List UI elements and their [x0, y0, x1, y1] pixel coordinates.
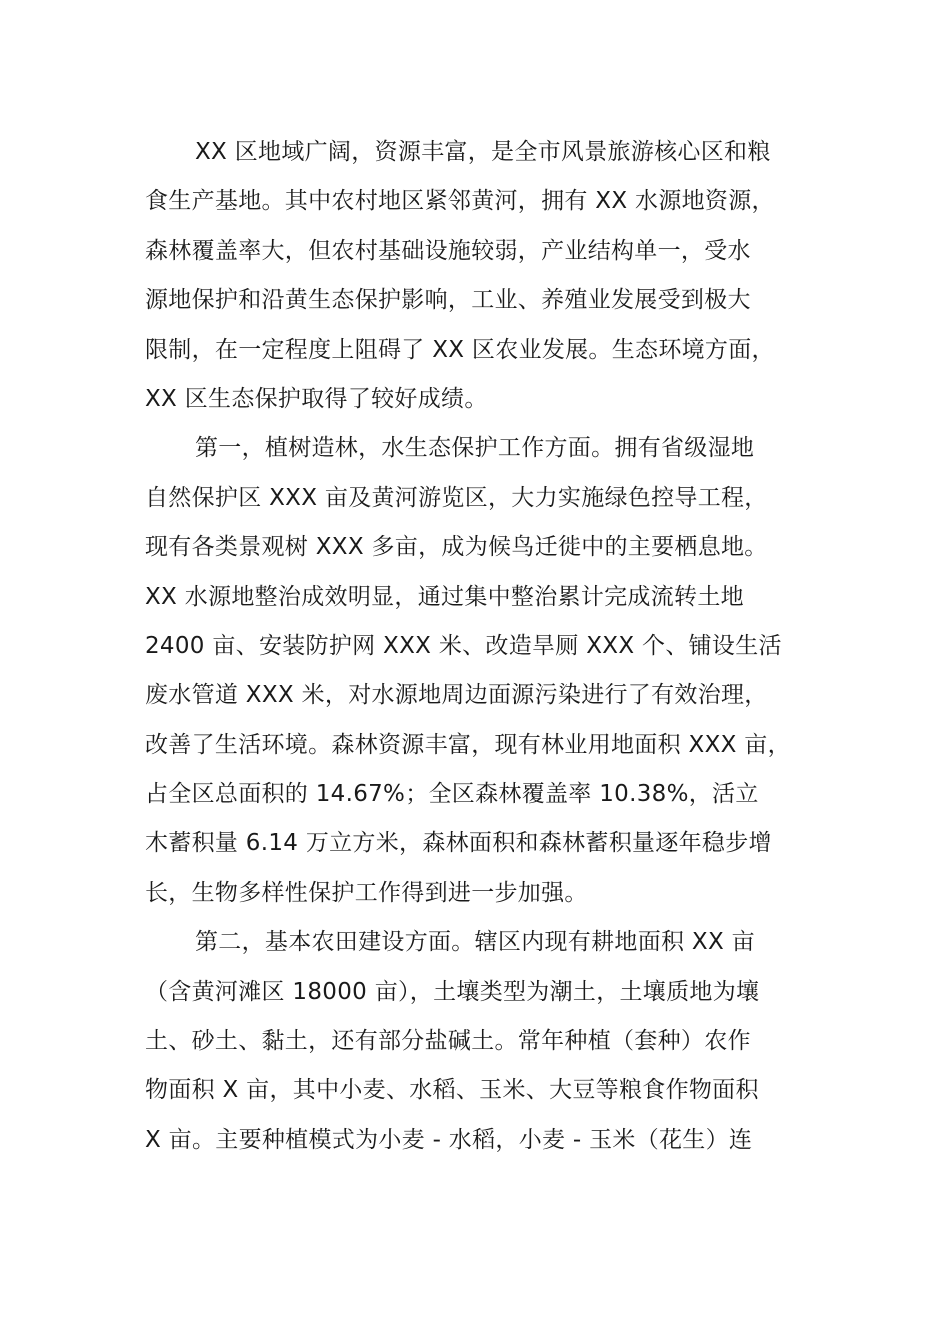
paragraph-line: （含黄河滩区 18000 亩），土壤类型为潮土，土壤质地为壤	[145, 978, 760, 1005]
paragraph-line: 源地保护和沿黄生态保护影响，工业、养殖业发展受到极大	[145, 287, 751, 314]
document-body	[145, 128, 825, 1165]
paragraph-line: 2400 亩、安装防护网 XXX 米、改造旱厕 XXX 个、铺设生活	[145, 632, 782, 659]
paragraph-line: X 亩。主要种植模式为小麦 - 水稻，小麦 - 玉米（花生）连	[145, 1126, 753, 1153]
paragraph-line: 长，生物多样性保护工作得到进一步加强。	[145, 879, 588, 906]
paragraph-line: 食生产基地。其中农村地区紧邻黄河，拥有 XX 水源地资源，	[145, 188, 775, 215]
paragraph-line: 森林覆盖率大，但农村基础设施较弱，产业结构单一，受水	[145, 237, 751, 264]
paragraph-line: 自然保护区 XXX 亩及黄河游览区，大力实施绿色控导工程，	[145, 484, 768, 511]
paragraph-line: 第二，基本农田建设方面。辖区内现有耕地面积 XX 亩	[195, 929, 755, 956]
paragraph-line: 现有各类景观树 XXX 多亩，成为候鸟迁徙中的主要栖息地。	[145, 534, 768, 561]
paragraph-line: 木蓄积量 6.14 万立方米，森林面积和森林蓄积量逐年稳步增	[145, 830, 772, 857]
paragraph-line: 占全区总面积的 14.67%；全区森林覆盖率 10.38%，活立	[145, 781, 759, 808]
paragraph-line: 第一，植树造林，水生态保护工作方面。拥有省级湿地	[195, 435, 755, 462]
paragraph-line: XX 水源地整治成效明显，通过集中整治累计完成流转土地	[145, 583, 744, 610]
paragraph-line: 土、砂土、黏土，还有部分盐碱土。常年种植（套种）农作	[145, 1028, 751, 1055]
paragraph-line: 限制，在一定程度上阻碍了 XX 区农业发展。生态环境方面，	[145, 336, 775, 363]
paragraph-line: XX 区地域广阔，资源丰富，是全市风景旅游核心区和粮	[195, 139, 771, 165]
paragraph-line: 物面积 X 亩，其中小麦、水稻、玉米、大豆等粮食作物面积	[145, 1077, 759, 1104]
paragraph-line: XX 区生态保护取得了较好成绩。	[145, 385, 488, 412]
paragraph-line: 改善了生活环境。森林资源丰富，现有林业用地面积 XXX 亩，	[145, 731, 791, 758]
paragraph-line: 废水管道 XXX 米，对水源地周边面源污染进行了有效治理，	[145, 682, 768, 709]
